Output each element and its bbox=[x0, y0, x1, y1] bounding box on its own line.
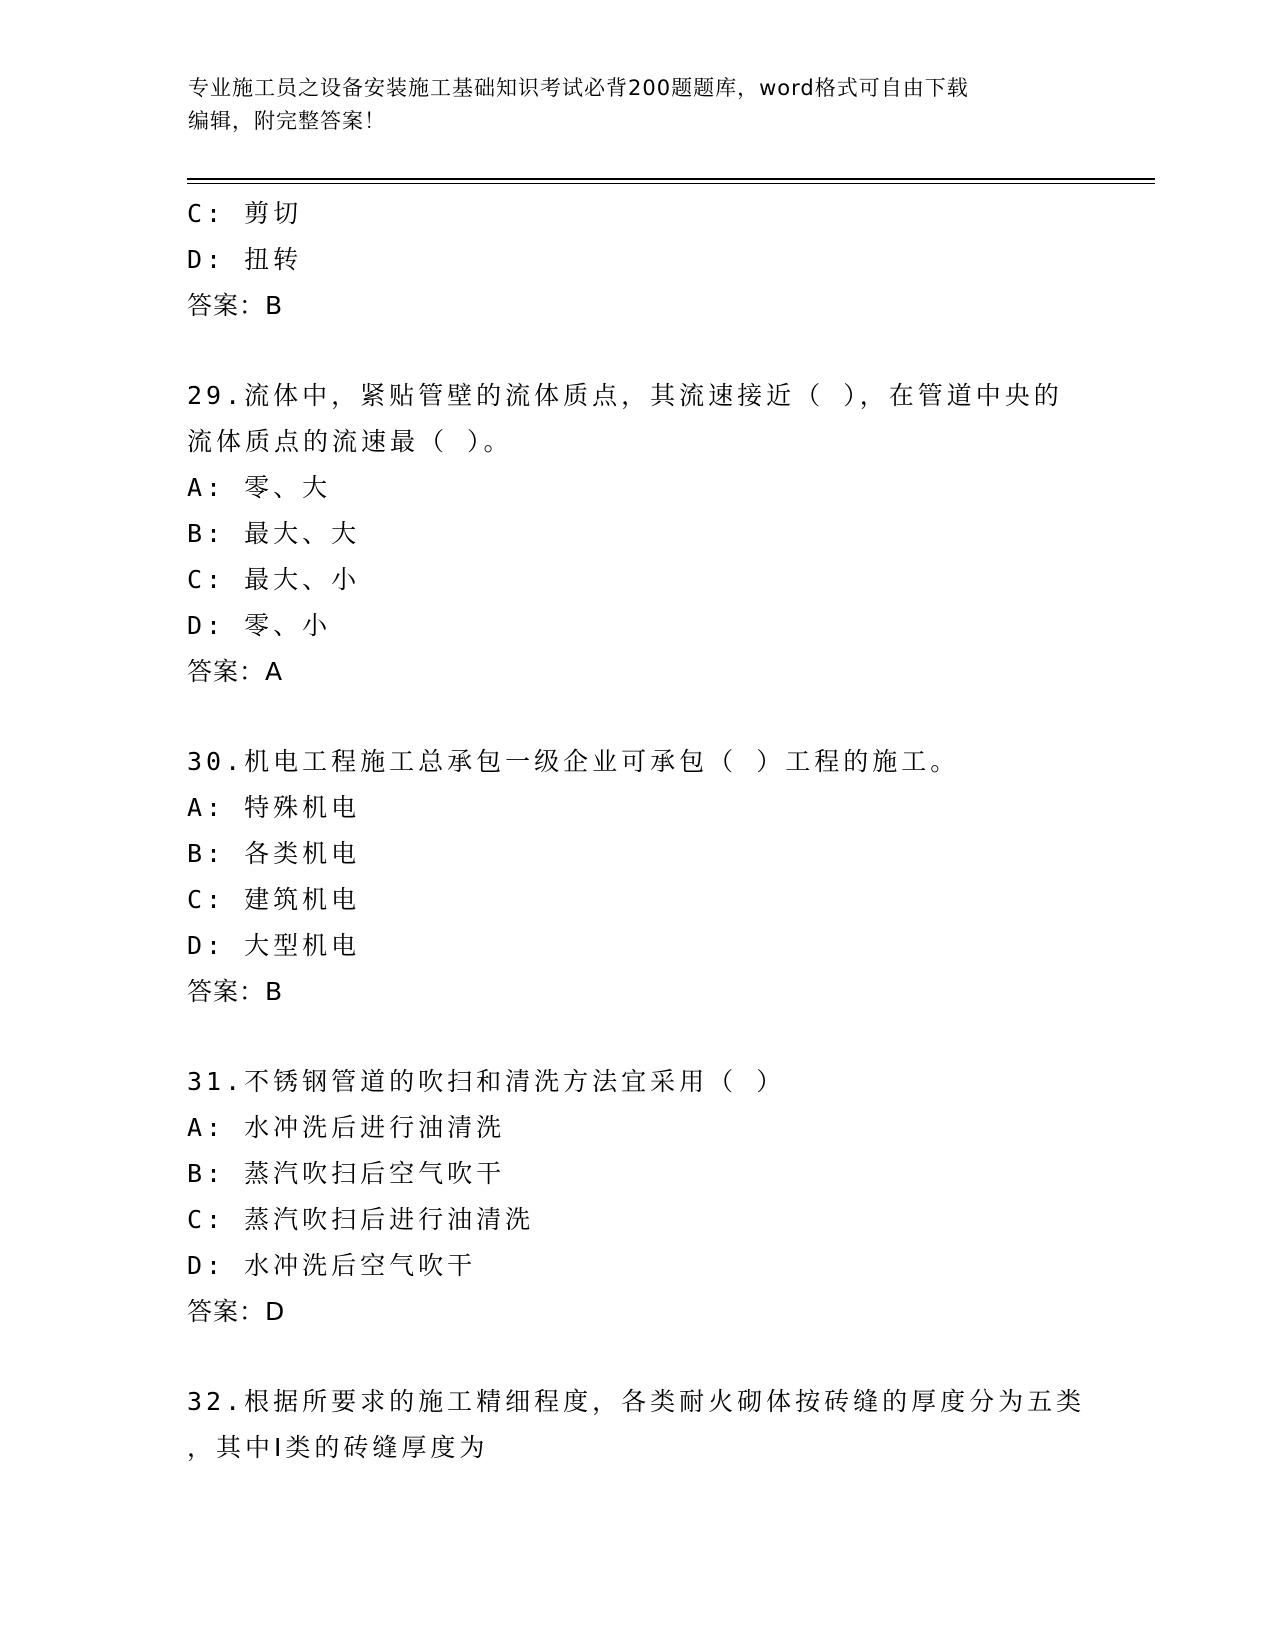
question-30 bbox=[187, 739, 1087, 1015]
answer-line: 答案：D bbox=[187, 1297, 286, 1326]
question-stem: 31.不锈钢管道的吹扫和清洗方法宜采用（ ） bbox=[187, 1067, 786, 1096]
option-d: D: 大型机电 bbox=[187, 931, 361, 960]
answer-line: 答案：A bbox=[187, 657, 284, 686]
option-b: B: 最大、大 bbox=[187, 519, 361, 548]
header-rule-thin bbox=[187, 183, 1155, 184]
header-rule-thick bbox=[187, 178, 1155, 180]
document-body bbox=[187, 191, 1087, 1471]
question-stem: ，其中Ⅰ类的砖缝厚度为 bbox=[187, 1433, 489, 1462]
option-a: A: 特殊机电 bbox=[187, 793, 361, 822]
question-stem: 30.机电工程施工总承包一级企业可承包（ ）工程的施工。 bbox=[187, 747, 960, 776]
option-a: A: 水冲洗后进行油清洗 bbox=[187, 1113, 506, 1142]
document-header bbox=[188, 72, 1088, 138]
question-stem: 流体质点的流速最（ ）。 bbox=[187, 427, 513, 456]
option-a: A: 零、大 bbox=[187, 473, 332, 502]
option-c: C: 建筑机电 bbox=[187, 885, 361, 914]
answer-line: 答案：B bbox=[187, 291, 284, 320]
header-line-1: 专业施工员之设备安装施工基础知识考试必背200题题库，word格式可自由下载 bbox=[188, 76, 969, 100]
option-c: C: 剪切 bbox=[187, 199, 303, 228]
option-c: C: 最大、小 bbox=[187, 565, 361, 594]
option-b: B: 蒸汽吹扫后空气吹干 bbox=[187, 1159, 506, 1188]
question-29 bbox=[187, 373, 1087, 695]
question-stem: 32.根据所要求的施工精细程度，各类耐火砌体按砖缝的厚度分为五类 bbox=[187, 1387, 1086, 1416]
question-32 bbox=[187, 1379, 1087, 1471]
header-line-2: 编辑，附完整答案！ bbox=[188, 109, 386, 133]
option-d: D: 水冲洗后空气吹干 bbox=[187, 1251, 477, 1280]
answer-line: 答案：B bbox=[187, 977, 284, 1006]
option-d: D: 零、小 bbox=[187, 611, 332, 640]
continued-question bbox=[187, 191, 1087, 329]
option-d: D: 扭转 bbox=[187, 245, 303, 274]
option-b: B: 各类机电 bbox=[187, 839, 361, 868]
question-31 bbox=[187, 1059, 1087, 1335]
option-c: C: 蒸汽吹扫后进行油清洗 bbox=[187, 1205, 535, 1234]
question-stem: 29.流体中，紧贴管壁的流体质点，其流速接近（ ），在管道中央的 bbox=[187, 381, 1063, 410]
